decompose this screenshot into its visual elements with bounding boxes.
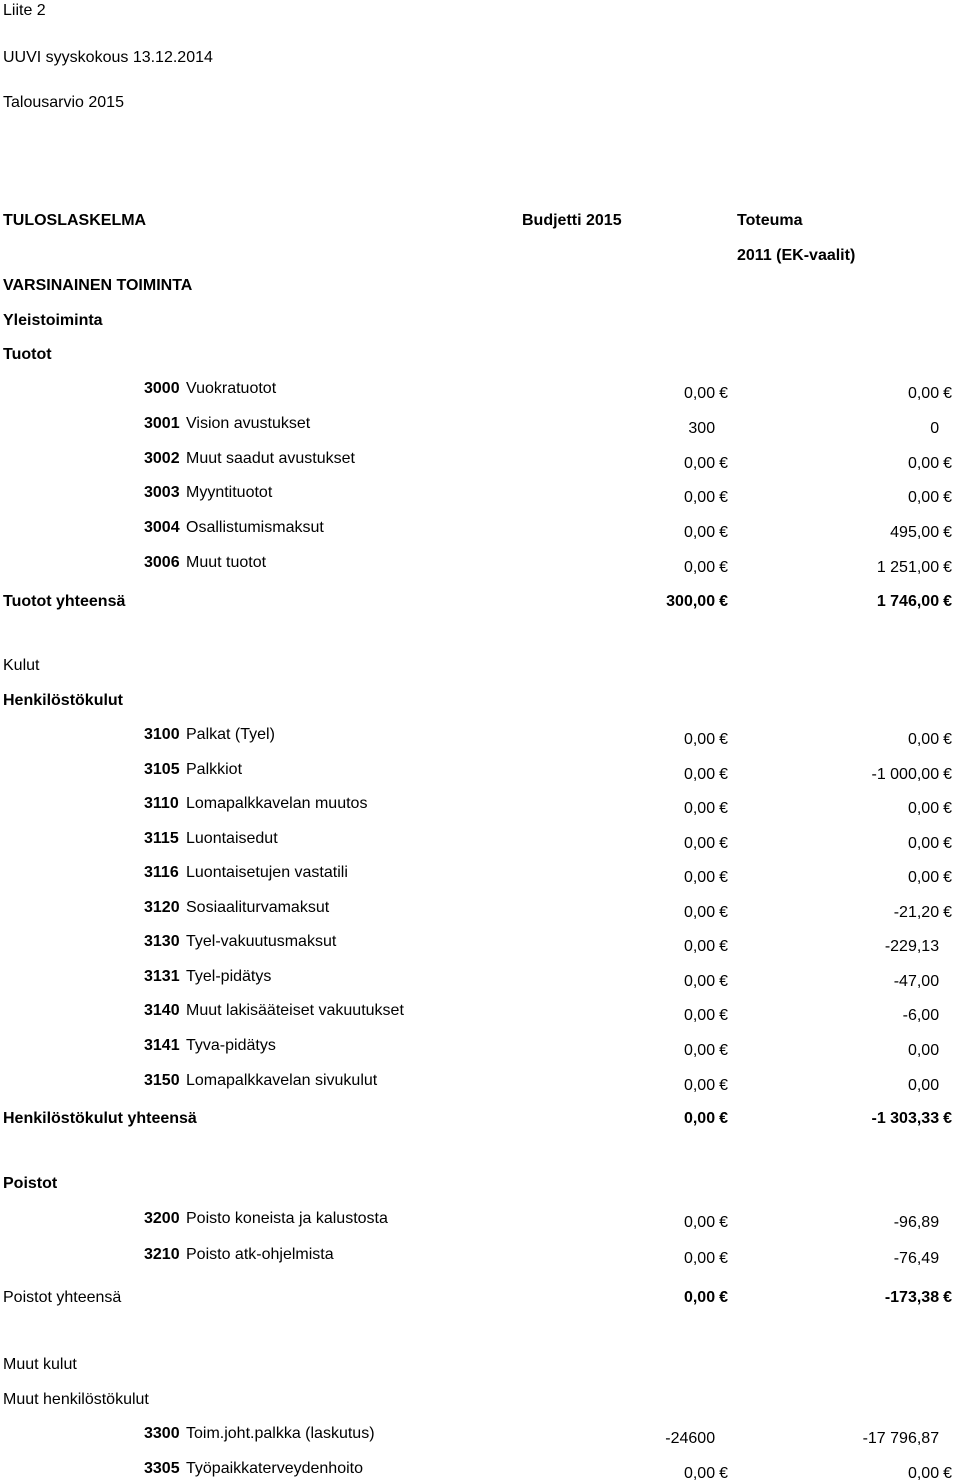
account-actual-value: 0,00 € bbox=[907, 385, 952, 402]
euro-icon: € bbox=[943, 800, 952, 817]
account-code: 3006 bbox=[144, 554, 180, 571]
account-name: Muut tuotot bbox=[186, 554, 267, 571]
euro-icon: € bbox=[943, 524, 952, 541]
euro-icon: € bbox=[719, 835, 728, 852]
account-code: 3300 bbox=[144, 1425, 180, 1442]
euro-icon: € bbox=[943, 385, 952, 402]
section-muut-kulut: Muut kulut bbox=[3, 1356, 77, 1373]
account-actual-value: -229,13 bbox=[884, 938, 940, 955]
account-code: 3003 bbox=[144, 484, 180, 501]
attachment-label: Liite 2 bbox=[3, 2, 46, 19]
account-budget-value: 0,00 € bbox=[683, 766, 728, 783]
account-code: 3305 bbox=[144, 1460, 180, 1477]
statement-title: TULOSLASKELMA bbox=[3, 212, 147, 229]
account-code: 3105 bbox=[144, 761, 180, 778]
account-code: 3116 bbox=[144, 864, 179, 881]
account-budget-value: 0,00 € bbox=[683, 835, 728, 852]
account-code: 3131 bbox=[144, 968, 180, 985]
account-code: 3002 bbox=[144, 450, 180, 467]
account-budget-value: 0,00 € bbox=[683, 1042, 728, 1059]
account-actual-value: 0,00 € bbox=[907, 800, 952, 817]
budget-column-header: Budjetti 2015 bbox=[522, 212, 622, 229]
account-actual-value: -6,00 bbox=[902, 1007, 940, 1024]
account-budget-value: 0,00 € bbox=[683, 731, 728, 748]
euro-icon: € bbox=[719, 1289, 728, 1306]
account-name: Palkkiot bbox=[186, 761, 243, 778]
income-total-actual: 1 746,00 € bbox=[876, 593, 952, 610]
account-name: Tyel-vakuutusmaksut bbox=[186, 933, 337, 950]
account-name: Luontaisedut bbox=[186, 830, 278, 847]
account-budget-value: 0,00 € bbox=[683, 800, 728, 817]
euro-icon: € bbox=[719, 1007, 728, 1024]
euro-icon: € bbox=[943, 1289, 952, 1306]
section-yleistoiminta: Yleistoiminta bbox=[3, 312, 103, 329]
euro-icon: € bbox=[943, 869, 952, 886]
account-budget-value: 0,00 € bbox=[683, 904, 728, 921]
account-budget-value: 0,00 € bbox=[683, 489, 728, 506]
account-actual-value: 0,00 € bbox=[907, 1465, 952, 1482]
account-actual-value: 0,00 € bbox=[907, 731, 952, 748]
account-name: Osallistumismaksut bbox=[186, 519, 324, 536]
account-name: Vision avustukset bbox=[186, 415, 311, 432]
account-name: Muut lakisääteiset vakuutukset bbox=[186, 1002, 404, 1019]
euro-icon: € bbox=[943, 731, 952, 748]
account-actual-value: 0,00 € bbox=[907, 869, 952, 886]
account-budget-value: 300 bbox=[688, 420, 716, 437]
account-budget-value: 0,00 € bbox=[683, 1465, 728, 1482]
account-actual-value: -17 796,87 bbox=[862, 1430, 940, 1447]
account-name: Vuokratuotot bbox=[186, 380, 277, 397]
account-code: 3200 bbox=[144, 1210, 180, 1227]
account-actual-value: 495,00 € bbox=[890, 524, 952, 541]
account-name: Toim.joht.palkka (laskutus) bbox=[186, 1425, 375, 1442]
section-tuotot: Tuotot bbox=[3, 346, 52, 363]
depreciation-total-actual: -173,38 € bbox=[884, 1289, 952, 1306]
account-budget-value: 0,00 € bbox=[683, 1077, 728, 1094]
personnel-total-actual: -1 303,33 € bbox=[871, 1110, 952, 1127]
section-kulut: Kulut bbox=[3, 657, 40, 674]
account-budget-value: 0,00 € bbox=[683, 973, 728, 990]
income-total-label: Tuotot yhteensä bbox=[3, 593, 126, 610]
account-budget-value: 0,00 € bbox=[683, 1007, 728, 1024]
euro-icon: € bbox=[943, 559, 952, 576]
actual-column-subheader: 2011 (EK-vaalit) bbox=[737, 247, 856, 264]
account-name: Myyntituotot bbox=[186, 484, 273, 501]
euro-icon: € bbox=[943, 835, 952, 852]
euro-icon: € bbox=[943, 455, 952, 472]
euro-icon: € bbox=[719, 559, 728, 576]
account-actual-value: -76,49 bbox=[893, 1250, 940, 1267]
account-actual-value: -47,00 bbox=[893, 973, 940, 990]
section-varsinainen: VARSINAINEN TOIMINTA bbox=[3, 277, 193, 294]
section-poistot: Poistot bbox=[3, 1175, 58, 1192]
account-budget-value: -24600 bbox=[665, 1430, 716, 1447]
euro-icon: € bbox=[719, 1214, 728, 1231]
document-title: Talousarvio 2015 bbox=[3, 94, 124, 111]
account-code: 3100 bbox=[144, 726, 180, 743]
euro-icon: € bbox=[719, 593, 728, 610]
euro-icon: € bbox=[719, 973, 728, 990]
account-name: Poisto atk-ohjelmista bbox=[186, 1246, 334, 1263]
account-code: 3210 bbox=[144, 1246, 180, 1263]
account-name: Poisto koneista ja kalustosta bbox=[186, 1210, 388, 1227]
euro-icon: € bbox=[943, 904, 952, 921]
euro-icon: € bbox=[719, 1465, 728, 1482]
account-name: Sosiaaliturvamaksut bbox=[186, 899, 330, 916]
euro-icon: € bbox=[943, 489, 952, 506]
account-name: Muut saadut avustukset bbox=[186, 450, 355, 467]
euro-icon: € bbox=[719, 385, 728, 402]
euro-icon: € bbox=[719, 455, 728, 472]
euro-icon: € bbox=[719, 731, 728, 748]
account-actual-value: -1 000,00 € bbox=[871, 766, 952, 783]
account-budget-value: 0,00 € bbox=[683, 869, 728, 886]
account-name: Lomapalkkavelan sivukulut bbox=[186, 1072, 378, 1089]
euro-icon: € bbox=[719, 524, 728, 541]
account-actual-value: 1 251,00 € bbox=[876, 559, 952, 576]
euro-icon: € bbox=[719, 1110, 728, 1127]
account-actual-value: 0,00 € bbox=[907, 835, 952, 852]
account-code: 3004 bbox=[144, 519, 180, 536]
euro-icon: € bbox=[943, 1110, 952, 1127]
euro-icon: € bbox=[719, 489, 728, 506]
account-code: 3001 bbox=[144, 415, 180, 432]
euro-icon: € bbox=[943, 593, 952, 610]
euro-icon: € bbox=[719, 1042, 728, 1059]
account-budget-value: 0,00 € bbox=[683, 1250, 728, 1267]
income-total-budget: 300,00 € bbox=[666, 593, 728, 610]
euro-icon: € bbox=[719, 1077, 728, 1094]
account-budget-value: 0,00 € bbox=[683, 385, 728, 402]
euro-icon: € bbox=[719, 869, 728, 886]
account-code: 3000 bbox=[144, 380, 180, 397]
account-name: Työpaikkaterveydenhoito bbox=[186, 1460, 363, 1477]
account-code: 3140 bbox=[144, 1002, 180, 1019]
depreciation-total-budget: 0,00 € bbox=[683, 1289, 728, 1306]
account-name: Tyva-pidätys bbox=[186, 1037, 276, 1054]
account-name: Palkat (Tyel) bbox=[186, 726, 275, 743]
account-actual-value: 0,00 bbox=[907, 1042, 940, 1059]
account-actual-value: 0 bbox=[930, 420, 940, 437]
section-henkilostokulut: Henkilöstökulut bbox=[3, 692, 124, 709]
euro-icon: € bbox=[719, 904, 728, 921]
account-actual-value: -21,20 € bbox=[893, 904, 952, 921]
account-code: 3110 bbox=[144, 795, 179, 812]
account-actual-value: 0,00 € bbox=[907, 455, 952, 472]
depreciation-total-label: Poistot yhteensä bbox=[3, 1289, 122, 1306]
section-muut-henkilostokulut: Muut henkilöstökulut bbox=[3, 1391, 149, 1408]
account-name: Tyel-pidätys bbox=[186, 968, 272, 985]
euro-icon: € bbox=[719, 1250, 728, 1267]
account-actual-value: -96,89 bbox=[893, 1214, 940, 1231]
account-code: 3115 bbox=[144, 830, 179, 847]
account-budget-value: 0,00 € bbox=[683, 938, 728, 955]
account-budget-value: 0,00 € bbox=[683, 559, 728, 576]
account-budget-value: 0,00 € bbox=[683, 524, 728, 541]
account-code: 3120 bbox=[144, 899, 180, 916]
account-name: Lomapalkkavelan muutos bbox=[186, 795, 368, 812]
account-actual-value: 0,00 € bbox=[907, 489, 952, 506]
actual-column-header: Toteuma bbox=[737, 212, 803, 229]
meeting-label: UUVI syyskokous 13.12.2014 bbox=[3, 49, 213, 66]
euro-icon: € bbox=[943, 766, 952, 783]
personnel-total-label: Henkilöstökulut yhteensä bbox=[3, 1110, 197, 1127]
euro-icon: € bbox=[719, 800, 728, 817]
euro-icon: € bbox=[943, 1465, 952, 1482]
euro-icon: € bbox=[719, 766, 728, 783]
account-budget-value: 0,00 € bbox=[683, 455, 728, 472]
euro-icon: € bbox=[719, 938, 728, 955]
account-code: 3141 bbox=[144, 1037, 180, 1054]
account-code: 3150 bbox=[144, 1072, 180, 1089]
account-name: Luontaisetujen vastatili bbox=[186, 864, 348, 881]
personnel-total-budget: 0,00 € bbox=[683, 1110, 728, 1127]
account-actual-value: 0,00 bbox=[907, 1077, 940, 1094]
account-budget-value: 0,00 € bbox=[683, 1214, 728, 1231]
account-code: 3130 bbox=[144, 933, 180, 950]
